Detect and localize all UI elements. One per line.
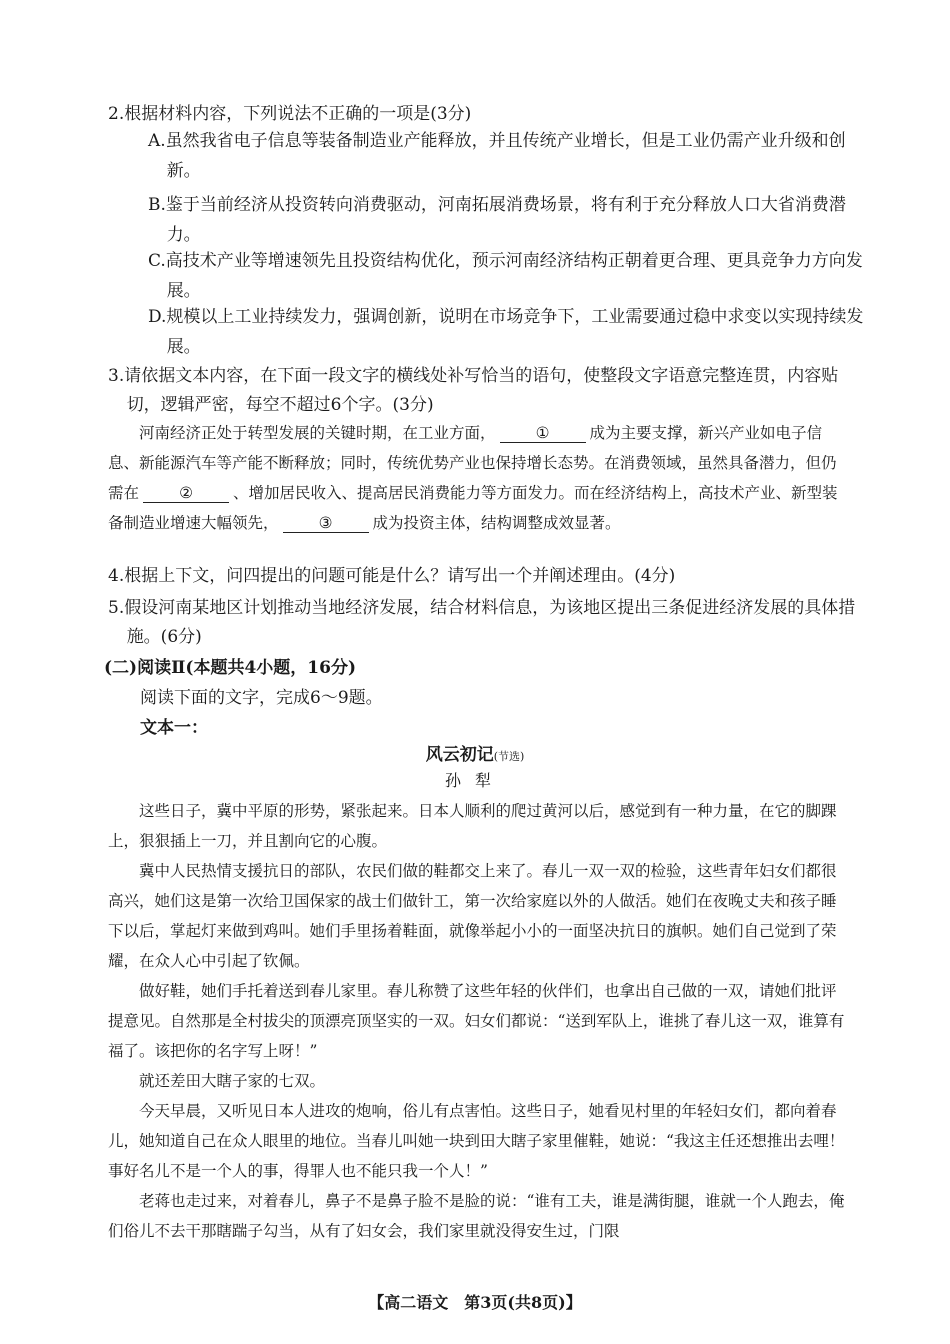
q3-fill-paragraph bbox=[108, 418, 848, 538]
page-footer: 【高二语文 第3页(共8页)】 bbox=[368, 1293, 582, 1312]
story-title-text: 风云初记 bbox=[425, 745, 494, 765]
q3-seg4: 成为投资主体，结构调整成效显著。 bbox=[372, 514, 621, 532]
q3-seg3: 、增加居民收入、提高居民消费能力等方面发力。而在经济结构上，高技术产业、新型装备制造业增速大幅领先， bbox=[108, 484, 838, 532]
section2-heading: (二)阅读Ⅱ(本题共4小题，16分) bbox=[104, 658, 356, 678]
q3-stem: 3.请依据文本内容，在下面一段文字的横线处补写恰当的语句，使整段文字语意完整连贯，内容贴切，逻辑严密，每空不超过6个字。(3分) bbox=[108, 366, 839, 415]
story-title-note: (节选) bbox=[493, 750, 525, 763]
q2-stem: 2.根据材料内容，下列说法不正确的一项是(3分) bbox=[108, 104, 472, 124]
story-author: 孙犁 bbox=[444, 771, 505, 790]
story-paragraph: 今天早晨，又听见日本人进攻的炮响，俗儿有点害怕。这些日子，她看见村里的年轻妇女们，都向着春儿，她知道自己在众人眼里的地位。当春儿叫她一块到田大瞎子家里催鞋，她说：“我这主任还想推出去哩！事好名儿不是一个人的事，得罪人也不能只我一个人！” bbox=[108, 1102, 845, 1180]
story-paragraph: 这些日子，冀中平原的形势，紧张起来。日本人顺利的爬过黄河以后，感觉到有一种力量，在它的脚踝上，狠狠插上一刀，并且割向它的心腹。 bbox=[108, 802, 837, 850]
story-title bbox=[0, 740, 950, 765]
story-paragraph: 做好鞋，她们手托着送到春儿家里。春儿称赞了这些年轻的伙伴们，也拿出自己做的一双，请她们批评提意见。自然那是全村拔尖的顶漂亮顶坚实的一双。妇女们都说：“送到军队上，谁挑了春儿这一双，谁算有福了。该把你的名字写上呀！” bbox=[108, 982, 845, 1060]
story-paragraph: 老蒋也走过来，对着春儿，鼻子不是鼻子脸不是脸的说：“谁有工夫，谁是满街腿，谁就一个人跑去，俺们俗儿不去干那瞎踹子勾当，从有了妇女会，我们家里就没得安生过，门限 bbox=[108, 1192, 845, 1240]
section2-instruction: 阅读下面的文字，完成6～9题。 bbox=[140, 688, 383, 708]
blank-3: ③ bbox=[283, 514, 369, 533]
q4-stem: 4.根据上下文，问四提出的问题可能是什么？请写出一个并阐述理由。(4分) bbox=[108, 566, 676, 586]
q2-option-b: B.鉴于当前经济从投资转向消费驱动，河南拓展消费场景，将有利于充分释放人口大省消费潜力。 bbox=[148, 195, 846, 245]
q2-option-a: A.虽然我省电子信息等装备制造业产能释放，并且传统产业增长，但是工业仍需产业升级和创新。 bbox=[148, 131, 846, 181]
q5-stem: 5.假设河南某地区计划推动当地经济发展，结合材料信息，为该地区提出三条促进经济发展的具体措施。(6分) bbox=[108, 598, 856, 647]
q3-seg1: 河南经济正处于转型发展的关键时期，在工业方面， bbox=[139, 424, 496, 442]
text-one-label: 文本一： bbox=[140, 718, 208, 738]
blank-2: ② bbox=[143, 484, 229, 503]
story-paragraph: 就还差田大瞎子家的七双。 bbox=[139, 1072, 326, 1090]
q2-option-d: D.规模以上工业持续发力，强调创新，说明在市场竞争下，工业需要通过稳中求变以实现持续发展。 bbox=[148, 307, 864, 357]
story-paragraph: 冀中人民热情支援抗日的部队，农民们做的鞋都交上来了。春儿一双一双的检验，这些青年妇女们都很高兴，她们这是第一次给卫国保家的战士们做针工，第一次给家庭以外的人做活。她们在夜晚丈夫和孩子睡下以后，掌起灯来做到鸡叫。她们手里扬着鞋面，就像举起小小的一面坚决抗日的旗帜。她们自己觉到了荣耀，在众人心中引起了钦佩。 bbox=[108, 862, 837, 970]
q3-seg2: 成为主要支撑，新兴产业如电子信息、新能源汽车等产能不断释放；同时，传统优势产业也保持增长态势。在消费领域，虽然具备潜力，但仍需在 bbox=[108, 424, 837, 502]
q2-option-c: C.高技术产业等增速领先且投资结构优化，预示河南经济结构正朝着更合理、更具竞争力方向发展。 bbox=[148, 251, 863, 301]
blank-1: ① bbox=[500, 424, 586, 443]
